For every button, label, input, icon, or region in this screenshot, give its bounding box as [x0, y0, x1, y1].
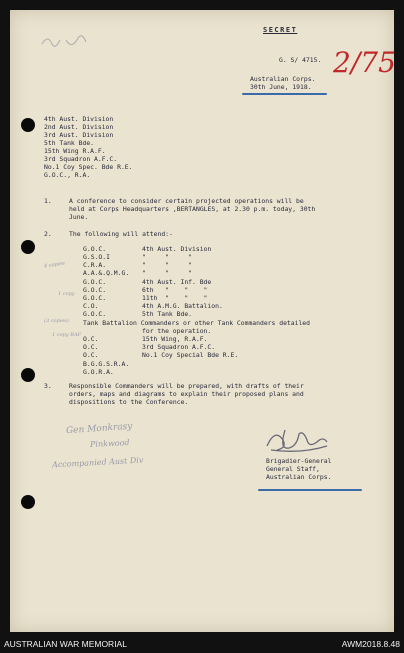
margin-note: 1 copy	[58, 291, 75, 297]
attendee-role: G.O.C.	[83, 310, 107, 318]
paragraph-text: June.	[69, 213, 89, 221]
signatory-rank: Brigadier-General	[266, 457, 332, 465]
paragraph-text: dispositions to the Conference.	[69, 398, 189, 406]
margin-note: 1 copy RAF	[52, 332, 82, 338]
addressee: 4th Aust. Division	[44, 115, 114, 123]
signatory-title: General Staff,	[266, 465, 320, 473]
paragraph-text: A conference to consider certain projected operations will be	[69, 197, 304, 205]
attendee-role: B.G.G.S.R.A.	[83, 360, 130, 368]
punch-hole	[21, 368, 35, 382]
attendee-role: G.O.C.	[83, 245, 107, 253]
attendee-role: O.C.	[83, 343, 99, 351]
punch-hole	[21, 118, 35, 132]
addressee: No.1 Coy Spec. Bde R.E.	[44, 163, 133, 171]
attendee-unit: " " "	[142, 269, 193, 277]
attendee-unit: 4th A.M.G. Battalion.	[142, 302, 223, 310]
document-date: 30th June, 1918.	[250, 83, 312, 91]
pencil-note: Pinkwood	[89, 437, 130, 450]
pencil-note: Gen Monkrasy	[65, 421, 133, 437]
paragraph-text: held at Corps Headquarters ,BERTANGLES, at 2.30 p.m. today, 30th	[69, 205, 316, 213]
paragraph-number: 3.	[44, 382, 52, 390]
attendee-unit: 5th Tank Bde.	[142, 310, 193, 318]
red-folio-annotation: 2/75	[333, 46, 396, 79]
attendee-role: G.O.R.A.	[83, 368, 114, 376]
blue-underline	[242, 93, 327, 95]
addressee: 2nd Aust. Division	[44, 123, 114, 131]
tank-commanders-line: Tank Battalion Commanders or other Tank Commanders detailed	[83, 319, 311, 327]
pencil-scribble-icon	[40, 32, 100, 54]
origin: Australian Corps.	[250, 75, 316, 83]
attendee-unit: 4th Aust. Inf. Bde	[142, 278, 212, 286]
blue-underline	[258, 489, 362, 491]
addressee: 5th Tank Bde.	[44, 139, 95, 147]
attendee-unit: 15th Wing, R.A.F.	[142, 335, 208, 343]
punch-hole	[21, 495, 35, 509]
attendee-role: G.S.O.I	[83, 253, 110, 261]
attendee-role: C.R.A.	[83, 261, 107, 269]
attendee-role: G.O.C.	[83, 278, 107, 286]
attendee-intro: The following will attend:-	[69, 230, 173, 238]
footer-credit: AUSTRALIAN WAR MEMORIAL	[4, 639, 127, 649]
attendee-unit: 4th Aust. Division	[142, 245, 212, 253]
attendee-unit: " " "	[142, 261, 193, 269]
addressee: G.O.C., R.A.	[44, 171, 91, 179]
attendee-role: G.O.C.	[83, 286, 107, 294]
tank-commanders-line: for the operation.	[142, 327, 212, 335]
margin-note: 4 copies	[43, 260, 66, 270]
attendee-role: G.O.C.	[83, 294, 107, 302]
attendee-role: A.A.&.Q.M.G.	[83, 269, 130, 277]
attendee-role: O.C.	[83, 351, 99, 359]
footer-accession-number: AWM2018.8.48	[341, 639, 400, 649]
reference-number: G. S/ 4715.	[279, 56, 322, 64]
attendee-unit: No.1 Coy Special Bde R.E.	[142, 351, 239, 359]
attendee-unit: 3rd Squadron A.F.C.	[142, 343, 216, 351]
attendee-unit: 11th " " "	[142, 294, 208, 302]
addressee: 3rd Squadron A.F.C.	[44, 155, 118, 163]
attendee-role: C.O.	[83, 302, 99, 310]
paragraph-text: Responsible Commanders will be prepared, with drafts of their	[69, 382, 304, 390]
paragraph-number: 2.	[44, 230, 52, 238]
addressee: 15th Wing R.A.F.	[44, 147, 106, 155]
classification-heading: SECRET	[263, 26, 298, 34]
attendee-unit: 6th " " "	[142, 286, 208, 294]
margin-note: (3 copies)	[44, 318, 69, 324]
footer-bar	[0, 636, 404, 653]
paragraph-number: 1.	[44, 197, 52, 205]
paragraph-text: orders, maps and diagrams to explain their proposed plans and	[69, 390, 304, 398]
signatory-unit: Australian Corps.	[266, 473, 332, 481]
pencil-note: Accompanied Aust Div	[51, 455, 144, 470]
punch-hole	[21, 240, 35, 254]
addressee: 3rd Aust. Division	[44, 131, 114, 139]
signature-icon	[263, 424, 333, 456]
attendee-unit: " " "	[142, 253, 193, 261]
attendee-role: O.C.	[83, 335, 99, 343]
